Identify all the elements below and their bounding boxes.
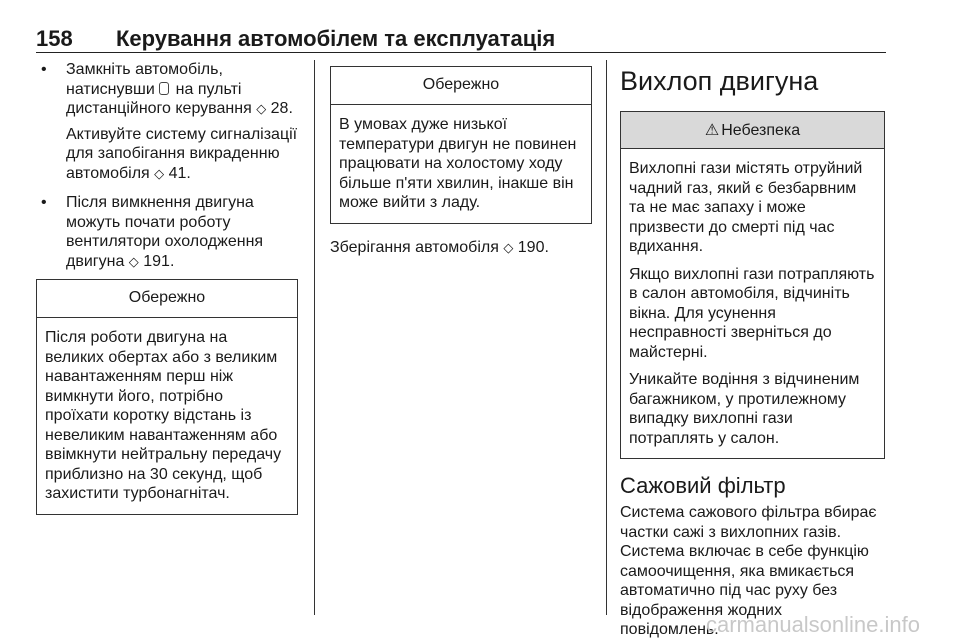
caution-title: Обережно	[37, 280, 297, 318]
page-ref-link[interactable]: 28.	[270, 100, 293, 117]
column-1	[36, 60, 298, 515]
column-divider	[314, 60, 315, 615]
danger-box	[620, 111, 885, 459]
page-ref-icon: ◇	[503, 239, 514, 255]
storage-paragraph: Зберігання автомобіля ◇ 190.	[330, 238, 549, 256]
watermark: carmanualsonline.info	[705, 612, 920, 637]
bullet-icon: •	[41, 61, 47, 78]
page-header	[36, 26, 886, 53]
list-item: • Замкніть автомобіль, натиснувши на пульті дистанційного керування ◇ 28.	[41, 61, 293, 117]
caution-box	[36, 279, 298, 515]
danger-text: Якщо вихлопні гази потрапляють в салон автомобіля, відчиніть вікна. Для усунення несправності зверніться до майстерні.	[629, 265, 875, 361]
column-divider	[606, 60, 607, 615]
page-ref-icon: ◇	[256, 101, 267, 116]
danger-title: ⚠ Небезпека	[621, 112, 884, 149]
bullet-icon: •	[41, 194, 47, 211]
page-ref-icon: ◇	[154, 165, 165, 181]
page-ref-link[interactable]: 191.	[143, 252, 175, 270]
page-ref-link[interactable]: 41.	[168, 164, 191, 182]
caution-text: В умовах дуже низької температури двигун не повинен працювати на холостому ходу більше п'яти хвилин, інакше він може вийти з ладу.	[339, 116, 577, 211]
section-heading: Вихлоп двигуна	[620, 66, 819, 96]
warning-icon: ⚠	[704, 122, 720, 139]
danger-text: Вихлопні гази містять отруйний чадний газ, який є безбарвним та не має запаху і може призвести до смерті під час вдихання.	[629, 160, 863, 255]
subsection-heading: Сажовий фільтр	[620, 473, 786, 498]
danger-text: Уникайте водіння з відчиненим багажником, у протилежному випадку вихлопні гази потраплять у салон.	[629, 371, 860, 447]
page-ref-icon: ◇	[128, 253, 139, 269]
page-title: Керування автомобілем та експлуатація	[116, 26, 556, 51]
caution-text: Після роботи двигуна на великих обертах або з великим навантаженням перш ніж вимкнути його, потрібно проїхати коротку відстань із невеликим навантаженням або ввімкнути нейтральну передачу приблизно на 30 секунд, щоб захистити турбонагнітач.	[45, 329, 282, 502]
column-2	[330, 66, 592, 257]
soot-filter-paragraph: Система сажового фільтра вбирає частки сажі з вихлопних газів. Система включає в себе функцію самоочищення, яка вмикається автоматично під час руху без відображення жодних повідомлень.	[620, 504, 877, 638]
caution-box	[330, 66, 592, 224]
page-ref-link[interactable]: 190.	[517, 238, 549, 256]
list-item-detail: Активуйте систему сигналізації для запобігання викраденню автомобіля ◇ 41.	[66, 125, 298, 182]
column-3	[620, 60, 885, 640]
list-item: • Після вимкнення двигуна можуть почати роботу вентилятори охолодження двигуна ◇ 191.	[41, 194, 264, 270]
caution-title: Обережно	[331, 67, 591, 105]
page-number: 158	[36, 26, 73, 51]
key-fob-icon	[159, 82, 169, 95]
